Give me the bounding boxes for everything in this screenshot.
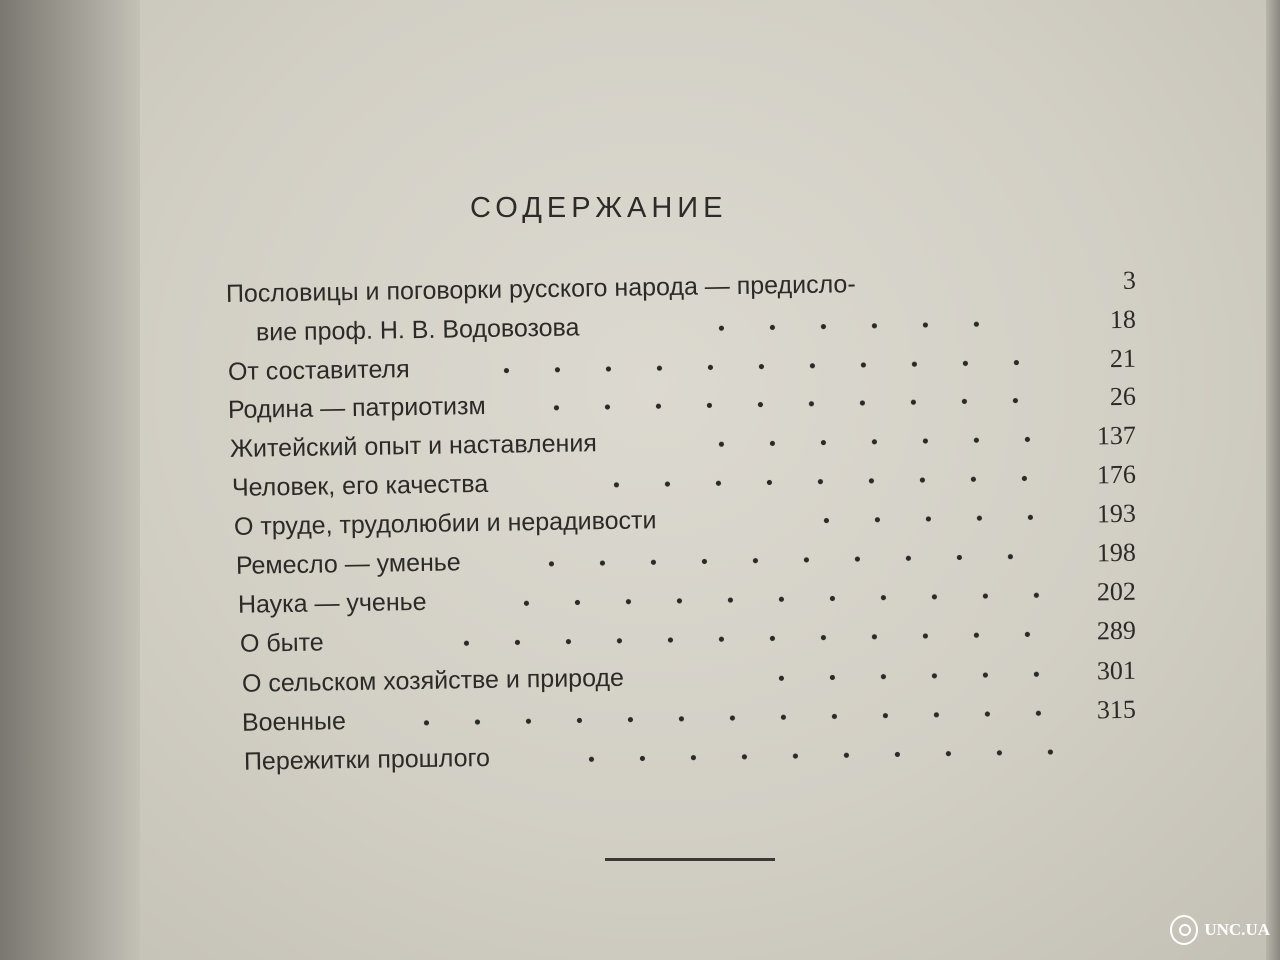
toc-entry-page: 289	[1096, 615, 1137, 646]
toc-entry-page: 315	[1096, 694, 1137, 725]
toc-entry-page: 18	[1109, 304, 1137, 335]
dot-leader	[501, 592, 1061, 607]
toc-entry-title: О труде, трудолюбии и нерадивости	[233, 506, 657, 541]
toc-entry	[226, 734, 1136, 782]
toc-entry-page: 301	[1096, 655, 1137, 686]
toc-entry-page: 193	[1096, 498, 1137, 529]
dot-leader	[441, 631, 1061, 647]
toc-entry-title: О сельском хозяйстве и природе	[241, 663, 625, 698]
dot-leader	[756, 671, 1066, 682]
dot-leader	[481, 359, 1041, 374]
toc-entry-page: 137	[1096, 420, 1137, 451]
end-rule	[605, 858, 775, 861]
toc-entry-page: 176	[1096, 459, 1137, 490]
toc-entry-title: Человек, его качества	[231, 469, 489, 502]
toc-entry-title: Пережитки прошлого	[243, 743, 491, 776]
dot-leader	[696, 436, 1046, 447]
toc-entry-page: 198	[1096, 537, 1137, 568]
toc-entry-title: Житейский опыт и наставления	[229, 429, 598, 463]
coin-icon	[1170, 915, 1198, 945]
toc-entry-title: О быте	[239, 628, 324, 658]
toc-entry-title: Пословицы и поговорки русского народа — предисло-	[225, 270, 856, 308]
toc-entry-page: 21	[1109, 343, 1137, 374]
toc-entry-title: Военные	[241, 707, 347, 737]
toc-entry-title: Ремесло — уменье	[235, 548, 461, 580]
dot-leader	[591, 475, 1046, 488]
dot-leader	[566, 749, 1066, 763]
toc-entry-title: Наука — ученье	[237, 587, 427, 619]
dot-leader	[696, 321, 1016, 332]
toc-entry-page	[1036, 734, 1136, 736]
toc-entry	[226, 616, 1136, 664]
toc-entry-page: 202	[1096, 576, 1137, 607]
dot-leader	[531, 397, 1041, 411]
toc-entry-title: Родина — патриотизм	[227, 391, 486, 424]
toc-entry-title: От составителя	[227, 355, 410, 386]
dot-leader	[526, 553, 1056, 567]
toc-entry-title: вие проф. Н. В. Водовозова	[255, 313, 580, 347]
dot-leader	[401, 710, 1066, 726]
toc-entry-page: 3	[1122, 265, 1137, 295]
watermark	[1170, 908, 1270, 952]
dot-leader	[801, 514, 1051, 524]
toc-entry-page: 26	[1109, 381, 1137, 412]
page-title: СОДЕРЖАНИЕ	[470, 192, 728, 224]
watermark-text: UNC.UA	[1204, 920, 1270, 939]
